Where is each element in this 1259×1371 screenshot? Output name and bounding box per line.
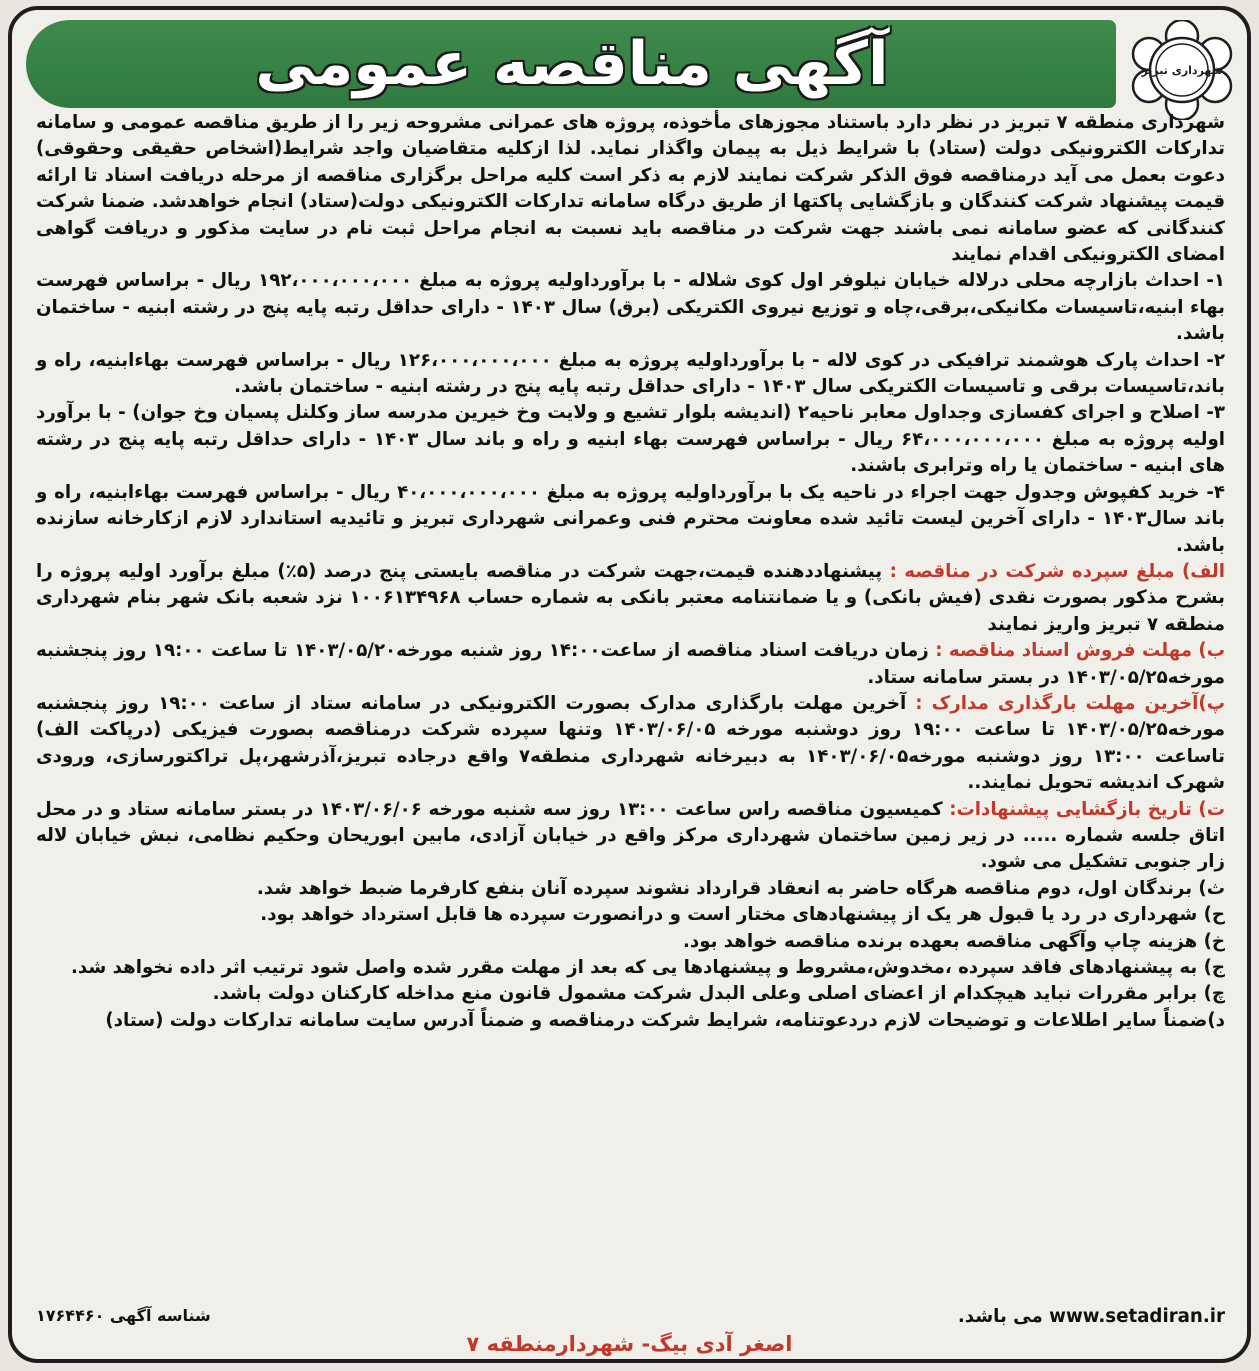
term-item: ث) برندگان اول، دوم مناقصه هرگاه حاضر به انعقاد قرارداد نشوند سپرده آنان بنفع کارفرما ضبط خواهد شد. xyxy=(256,877,1225,899)
term-item: ج) به پیشنهادهای فاقد سپرده ،مخدوش،مشروط و پیشنهادها یی که بعد از مهلت مقرر شده واصل شود ترتیب اثر داده نخواهد شد. xyxy=(70,957,1225,978)
notice-body xyxy=(36,110,1225,1034)
condition-deposit xyxy=(36,559,1225,638)
condition-opening-date xyxy=(36,797,1225,876)
condition-text: زمان دریافت اسناد مناقصه از ساعت۱۴:۰۰ روز شنبه مورخه۱۴۰۳/۰۵/۲۰ تا ساعت ۱۹:۰۰ روز پنجشنبه مورخه۱۴۰۳/۰۵/۲۵ در بستر سامانه ستاد. xyxy=(36,640,1225,688)
condition-text: پیشنهاددهنده قیمت،جهت شرکت در مناقصه بایستی پنج درصد (۵٪) مبلغ برآورد اولیه پروژه را بشرح مذکور بصورت نقدی (فیش بانکی) و یا ضمانتنامه معتبر بانکی به شماره حساب ۱۰۰۶۱۳۴۹۶۸ نزد شعبه بانک شهر بنام شهرداری منطقه ۷ تبریز واریز نمایند xyxy=(36,560,1226,635)
condition-label: ت) تاریخ بازگشایی پیشنهادات: xyxy=(949,798,1226,820)
term-item: ح) شهرداری در رد یا قبول هر یک از پیشنهادهای مختار است و درانصورت سپرده ها قابل استرداد خواهد بود. xyxy=(260,904,1225,926)
website-link[interactable]: www.setadiran.ir xyxy=(1049,1306,1225,1327)
condition-text: کمیسیون مناقصه راس ساعت ۱۳:۰۰ روز سه شنبه مورخه ۱۴۰۳/۰۶/۰۶ در بستر سامانه ستاد و در محل اتاق جلسه شماره ..... در زیر زمین ساختمان شهرداری مرکز واقع در خیابان آزادی، مابین ابوریحان وحکیم نظامی، نبش خیابان لاله زار جنوبی تشکیل می شود. xyxy=(36,798,1225,873)
condition-text: آخرین مهلت بارگذاری مدارک بصورت الکترونیکی در سامانه ستاد از ساعت ۱۹:۰۰ روز پنجشنبه مورخه۱۴۰۳/۰۵/۲۵ تا ساعت ۱۹:۰۰ روز دوشنبه مورخه ۱۴۰۳/۰۶/۰۵ وتنها سپرده شرکت درمناقصه بصورت فیزیکی (درپاکت الف) تاساعت ۱۳:۰۰ روز دوشنبه مورخه۱۴۰۳/۰۶/۰۵ به دبیرخانه شهرداری منطقه۷ واقع درجاده تبریز،آذرشهر،پل تراکتورسازی، ورودی شهرک اندیشه تحویل نمایند.. xyxy=(36,692,1226,794)
ad-identifier: شناسه آگهی ۱۷۶۴۴۶۰ xyxy=(36,1306,211,1325)
project-item: ۴- خرید کفپوش وجدول جهت اجراء در ناحیه یک با برآورداولیه پروژه به مبلغ ۴۰،۰۰۰،۰۰۰،۰۰۰ ریال - براساس فهرست بهاءابنیه، راه و باند سال۱۴۰۳ - دارای آخرین لیست تائید شده معاونت محترم فنی وعمرانی شهرداری تبریز و تائیدیه استاندارد لازم ازکارخانه سازنده باشد. xyxy=(36,481,1226,556)
signature: اصغر آدی بیگ- شهردارمنطقه ۷ xyxy=(466,1332,793,1356)
condition-label: پ)آخرین مهلت بارگذاری مدارک : xyxy=(915,692,1225,714)
term-item: چ) برابر مقررات نباید هیچکدام از اعضای اصلی وعلی البدل شرکت مشمول قانون منع مداخله کارکنان دولت باشد. xyxy=(212,983,1225,1005)
tabriz-municipality-logo-icon xyxy=(1127,20,1237,120)
website-line xyxy=(958,1306,1225,1327)
notice-title: آگهی مناقصه عمومی xyxy=(255,29,889,99)
website-suffix: می باشد. xyxy=(957,1306,1050,1327)
project-item: ۲- احداث پارک هوشمند ترافیکی در کوی لاله - با برآورداولیه پروژه به مبلغ ۱۲۶،۰۰۰،۰۰۰،۰۰۰ ریال - براساس فهرست بهاءابنیه، راه و باند،تاسیسات برقی و تاسیسات الکتریکی سال ۱۴۰۳ - دارای حداقل رتبه پایه پنج در رشته ابنیه - ساختمان باشد. xyxy=(36,349,1225,398)
term-item: د)ضمناً سایر اطلاعات و توضیحات لازم دردعوتنامه، شرایط شرکت درمناقصه و ضمناً آدرس سایت سامانه تدارکات دولت (ستاد) xyxy=(105,1009,1225,1031)
condition-label: الف) مبلغ سپرده شرکت در مناقصه : xyxy=(889,560,1225,582)
condition-document-sale xyxy=(36,638,1225,691)
project-item: ۱- احداث بازارچه محلی درلاله خیابان نیلوفر اول کوی شلاله - با برآورداولیه پروژه به مبلغ ۱۹۲،۰۰۰،۰۰۰،۰۰۰ ریال - براساس فهرست بهاء ابنیه،تاسیسات مکانیکی،برقی،چاه و توزیع نیروی الکتریکی (برق) سال ۱۴۰۳ - دارای حداقل رتبه پایه پنج در رشته ابنیه - ساختمان باشد. xyxy=(36,270,1225,345)
project-item: ۳- اصلاح و اجرای کفسازی وجداول معابر ناحیه۲ (اندیشه بلوار تشیع و ولایت وخ خیرین مدرسه ساز وکلنل پسیان وخ جوان) - با برآورد اولیه پروژه به مبلغ ۶۴،۰۰۰،۰۰۰،۰۰۰ ریال - براساس فهرست بهاء ابنیه و راه و باند سال ۱۴۰۳ - دارای حداقل رتبه پایه پنج در رشته های ابنیه - ساختمان یا راه وترابری باشند. xyxy=(36,402,1225,477)
notice-frame xyxy=(8,6,1251,1363)
condition-label: ب) مهلت فروش اسناد مناقصه : xyxy=(935,640,1226,662)
intro-paragraph: شهرداری منطقه ۷ تبریز در نظر دارد باستناد مجوزهای مأخوذه، پروژه های عمرانی مشروحه زیر را از طریق مناقصه عمومی و سامانه تدارکات الکترونیکی دولت (ستاد) با شرایط ذیل به پیمان واگذار نماید. لذا ازکلیه متقاضیان واجد شرایط(اشخاص حقیقی وحقوقی) دعوت بعمل می آید درمناقصه فوق الذکر شرکت نمایند لازم به ذکر است کلیه مراحل برگزاری مناقصه از مرحله دریافت اسناد تا ارائه قیمت پیشنهاد شرکت کنندگان و بازگشایی پاکتها از طریق درگاه سامانه تدارکات الکترونیکی دولت(ستاد) انجام خواهدشد. ضمنا شرکت کنندگانی که عضو سامانه نمی باشند جهت شرکت در مناقصه باید نسبت به انجام مراحل ثبت نام در سایت مذکور و دریافت گواهی امضای الکترونیکی اقدام نمایند xyxy=(36,112,1225,266)
term-item: خ) هزینه چاپ وآگهی مناقصه بعهده برنده مناقصه خواهد بود. xyxy=(683,930,1225,952)
logo-text: شهرداری تبریز xyxy=(1141,64,1223,77)
terms-list xyxy=(36,876,1225,1034)
condition-upload-deadline xyxy=(36,691,1225,797)
